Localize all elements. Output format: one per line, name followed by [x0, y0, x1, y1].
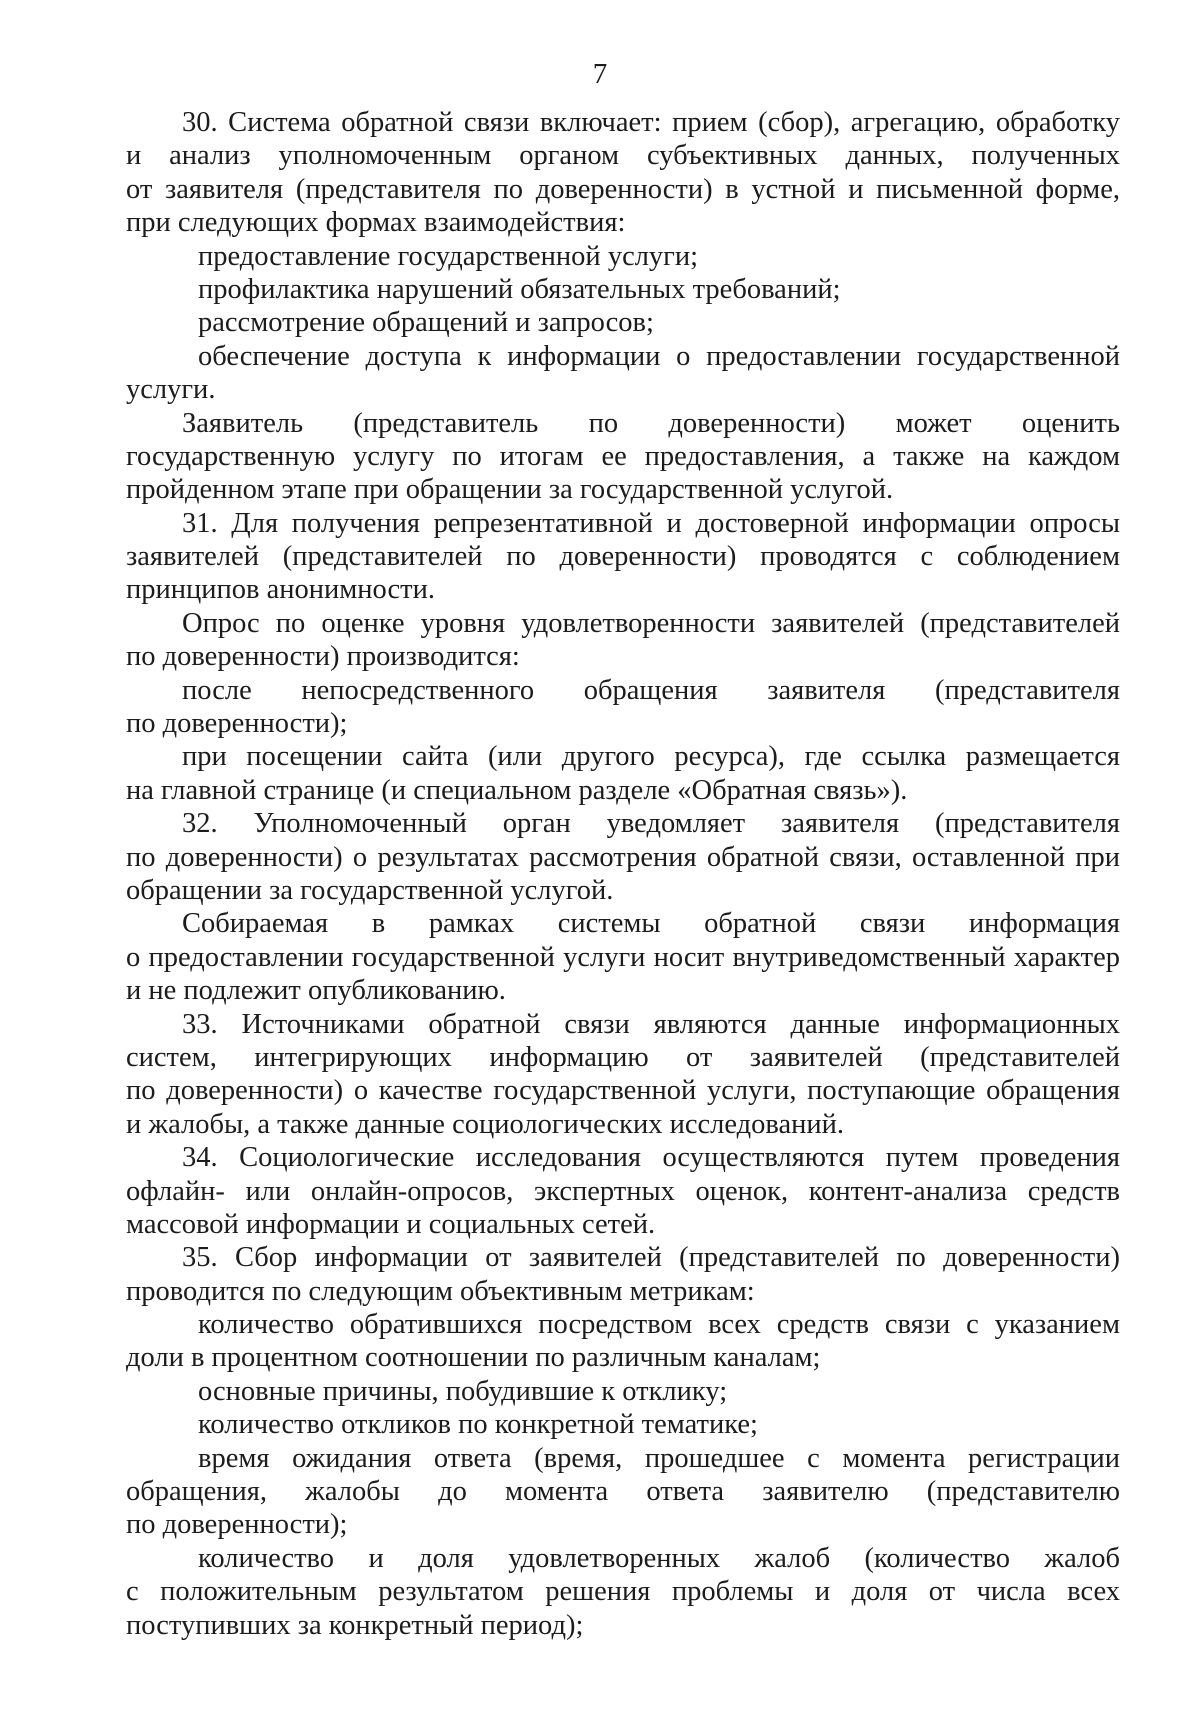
text-line: и не подлежит опубликованию. [126, 975, 506, 1007]
page-number: 7 [592, 58, 608, 90]
text-line: предоставление государственной услуги; [198, 240, 699, 272]
text-line: по доверенности); [126, 708, 348, 740]
document-body [126, 106, 1120, 1642]
text-line: после непосредственного обращения заявителя (представителя [182, 674, 1120, 706]
text-line: офлайн- или онлайн-опросов, экспертных оценок, контент-анализа средств [126, 1175, 1120, 1207]
text-line: рассмотрение обращений и запросов; [198, 307, 654, 339]
text-line: и анализ уполномоченным органом субъективных данных, полученных [126, 140, 1120, 172]
text-line: время ожидания ответа (время, прошедшее с момента регистрации [198, 1442, 1120, 1474]
text-line: по доверенности) производится: [126, 641, 520, 673]
text-line: количество и доля удовлетворенных жалоб (количество жалоб [198, 1542, 1120, 1574]
text-line: Опрос по оценке уровня удовлетворенности заявителей (представителей [182, 607, 1120, 639]
text-line: массовой информации и социальных сетей. [126, 1208, 656, 1240]
text-line: обеспечение доступа к информации о предоставлении государственной [198, 340, 1120, 372]
text-line: по доверенности) о качестве государственной услуги, поступающие обращения [126, 1075, 1120, 1107]
text-line: проводится по следующим объективным метрикам: [126, 1275, 755, 1307]
text-line: при следующих формах взаимодействия: [126, 207, 626, 239]
text-line: от заявителя (представителя по доверенности) в устной и письменной форме, [126, 173, 1120, 205]
text-line: количество откликов по конкретной тематике; [198, 1409, 758, 1441]
text-line: услуги. [126, 374, 216, 406]
text-line: 30. Система обратной связи включает: прием (сбор), агрегацию, обработку [182, 107, 1120, 138]
text-line: о предоставлении государственной услуги носит внутриведомственный характер [126, 941, 1120, 973]
text-line: при посещении сайта (или другого ресурса), где ссылка размещается [182, 741, 1120, 773]
text-line: на главной странице (и специальном разделе «Обратная связь»). [126, 774, 908, 806]
text-line: Собираемая в рамках системы обратной связи информация [182, 908, 1120, 940]
text-line: 34. Социологические исследования осуществляются путем проведения [182, 1142, 1120, 1174]
text-line: 35. Сбор информации от заявителей (представителей по доверенности) [182, 1242, 1120, 1274]
text-line: обращении за государственной услугой. [126, 874, 614, 906]
text-line: заявителей (представителей по доверенности) проводятся с соблюдением [126, 541, 1120, 573]
text-line: 32. Уполномоченный орган уведомляет заявителя (представителя [182, 808, 1120, 840]
text-line: с положительным результатом решения проблемы и доля от числа всех [126, 1576, 1120, 1608]
text-line: 31. Для получения репрезентативной и достоверной информации опросы [182, 507, 1120, 539]
text-line: по доверенности); [126, 1509, 348, 1541]
text-line: и жалобы, а также данные социологических исследований. [126, 1108, 844, 1140]
text-line: профилактика нарушений обязательных требований; [198, 273, 841, 305]
text-line: 33. Источниками обратной связи являются данные информационных [182, 1008, 1120, 1040]
text-line: по доверенности) о результатах рассмотрения обратной связи, оставленной при [126, 841, 1120, 873]
text-line: Заявитель (представитель по доверенности) может оценить [182, 407, 1120, 439]
text-line: пройденном этапе при обращении за государственной услугой. [126, 474, 894, 506]
text-line: поступивших за конкретный период); [126, 1609, 584, 1641]
text-line: государственную услугу по итогам ее предоставления, а также на каждом [126, 440, 1120, 472]
text-line: количество обратившихся посредством всех средств связи с указанием [198, 1309, 1120, 1341]
text-line: доли в процентном соотношении по различным каналам; [126, 1342, 821, 1374]
text-line: принципов анонимности. [126, 574, 435, 606]
text-line: основные причины, побудившие к отклику; [198, 1375, 728, 1407]
text-line: систем, интегрирующих информацию от заявителей (представителей [126, 1041, 1120, 1073]
text-line: обращения, жалобы до момента ответа заявителю (представителю [126, 1476, 1120, 1508]
